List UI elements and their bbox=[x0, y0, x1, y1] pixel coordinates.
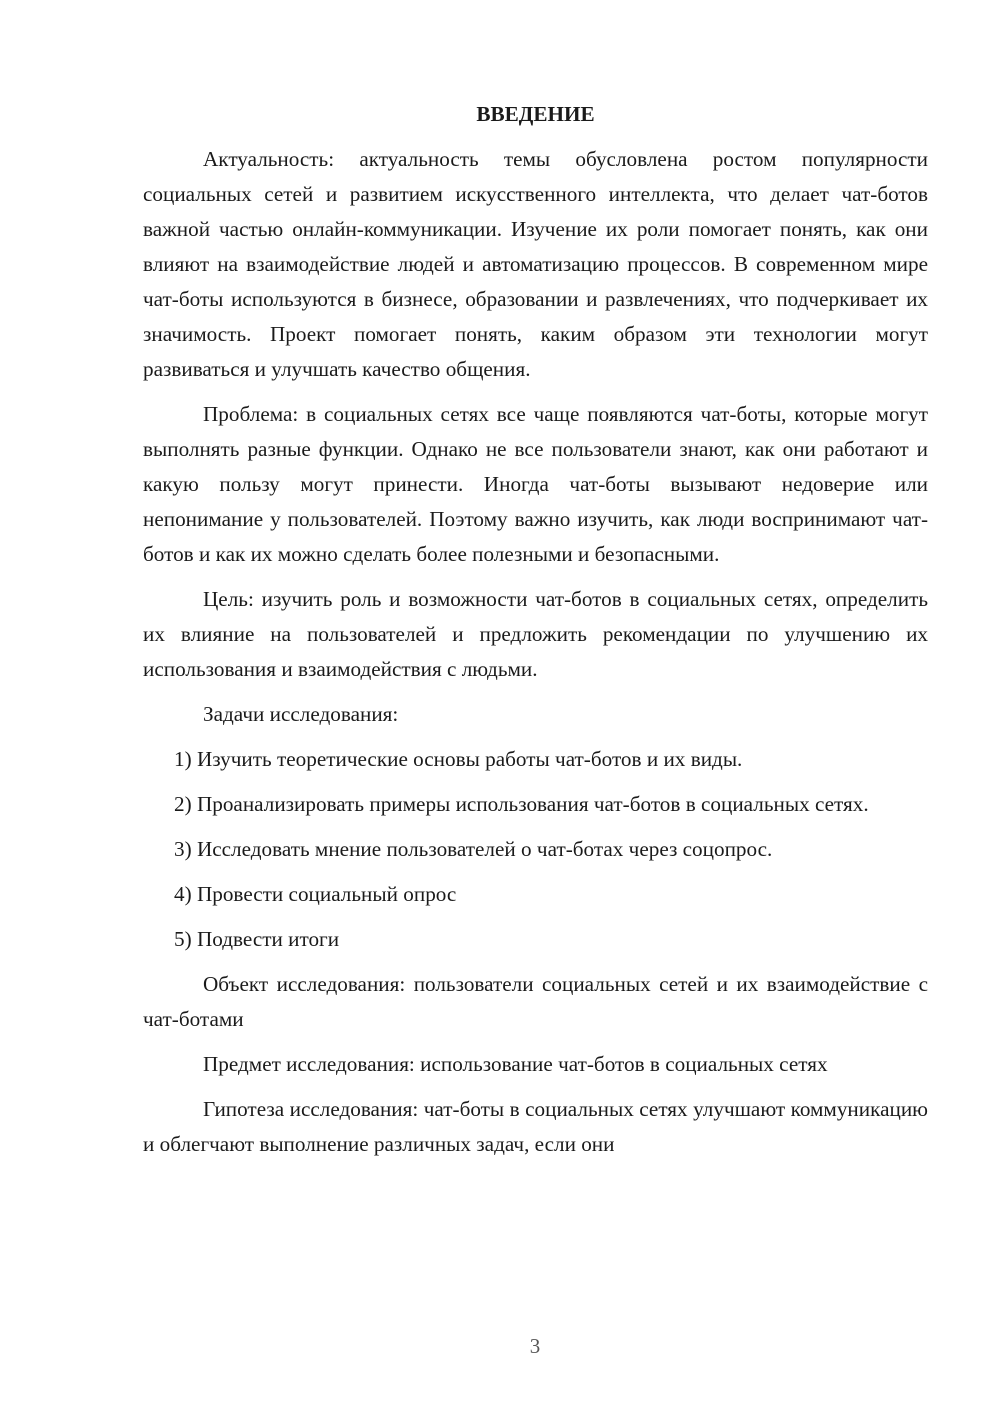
page-number: 3 bbox=[529, 1334, 541, 1358]
task-item-1: 1) Изучить теоретические основы работы чат-ботов и их виды. bbox=[174, 747, 743, 771]
task-item-5: 5) Подвести итоги bbox=[174, 927, 340, 951]
document-page bbox=[143, 97, 928, 1172]
section-title: ВВЕДЕНИЕ bbox=[476, 102, 595, 126]
paragraph-relevance: Актуальность: актуальность темы обусловлена ростом популярности социальных сетей и развитием искусственного интеллекта, что делает чат-ботов важной частью онлайн-коммуникации. Изучение их роли помогает понять, как они влияют на взаимодействие людей и автоматизацию процессов. В современном мире чат-боты используются в бизнесе, образовании и развлечениях, что подчеркивает их значимость. Проект помогает понять, каким образом эти технологии могут развиваться и улучшать качество общения. bbox=[143, 147, 928, 381]
task-item-4: 4) Провести социальный опрос bbox=[174, 882, 457, 906]
paragraph-tasks-heading: Задачи исследования: bbox=[203, 702, 399, 726]
paragraph-object: Объект исследования: пользователи социальных сетей и их взаимодействие с чат-ботами bbox=[143, 972, 928, 1031]
task-item-3: 3) Исследовать мнение пользователей о чат-ботах через соцопрос. bbox=[174, 837, 773, 861]
paragraph-goal: Цель: изучить роль и возможности чат-ботов в социальных сетях, определить их влияние на пользователей и предложить рекомендации по улучшению их использования и взаимодействия с людьми. bbox=[143, 587, 928, 681]
paragraph-problem: Проблема: в социальных сетях все чаще появляются чат-боты, которые могут выполнять разные функции. Однако не все пользователи знают, как они работают и какую пользу могут принести. Иногда чат-боты вызывают недоверие или непонимание у пользователей. Поэтому важно изучить, как люди воспринимают чат-ботов и как их можно сделать более полезными и безопасными. bbox=[143, 402, 928, 566]
paragraph-hypothesis: Гипотеза исследования: чат-боты в социальных сетях улучшают коммуникацию и облегчают выполнение различных задач, если они bbox=[143, 1097, 928, 1156]
task-item-2: 2) Проанализировать примеры использования чат-ботов в социальных сетях. bbox=[174, 792, 869, 816]
paragraph-subject: Предмет исследования: использование чат-ботов в социальных сетях bbox=[203, 1052, 828, 1076]
